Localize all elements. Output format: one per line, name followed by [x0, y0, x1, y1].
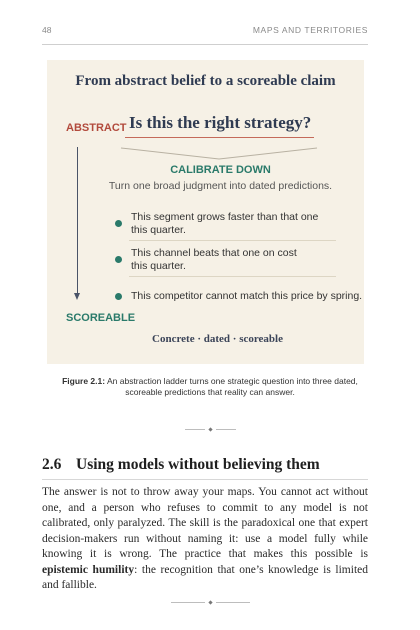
caption-text: An abstraction ladder turns one strategic question into three dated, scoreable predictions that reality can answer. — [106, 376, 358, 397]
diamond-icon — [208, 600, 212, 604]
running-head: MAPS AND TERRITORIES — [252, 25, 368, 35]
prediction-text: This segment grows faster than that one this quarter. — [131, 211, 319, 236]
section-ornament — [0, 420, 420, 438]
diamond-icon — [208, 427, 212, 431]
figure-title: From abstract belief to a scoreable claim — [75, 73, 336, 89]
bullet-dot-icon — [115, 220, 122, 227]
abstraction-ladder-figure — [47, 60, 364, 364]
bullet-dot-icon — [115, 256, 122, 263]
section-title: Using models without believing them — [76, 456, 320, 473]
qualities-line: Concrete · dated · scoreable — [152, 333, 283, 345]
question-underline — [125, 137, 314, 138]
prediction-divider — [129, 240, 336, 241]
page-end-ornament — [0, 593, 420, 611]
prediction-text: This channel beats that one on cost this quarter. — [131, 247, 297, 272]
page-header — [42, 22, 368, 45]
strategy-question: Is this the right strategy? — [129, 113, 312, 132]
key-term: epistemic humility — [42, 563, 135, 576]
figure-caption — [52, 376, 368, 398]
funnel-icon — [119, 146, 319, 162]
caption-label: Figure 2.1: — [62, 376, 106, 386]
prediction-text: This competitor cannot match this price by spring. — [131, 290, 363, 302]
ladder-arrow-line — [77, 147, 78, 295]
prediction-divider — [129, 276, 336, 277]
bullet-dot-icon — [115, 293, 122, 300]
calibrate-down-label: CALIBRATE DOWN — [170, 164, 271, 176]
section-heading — [42, 456, 368, 480]
page-number: 48 — [42, 25, 52, 35]
abstract-label: ABSTRACT — [66, 122, 127, 134]
scoreable-label: SCOREABLE — [66, 312, 136, 324]
body-paragraph: The answer is not to throw away your maps. You cannot act without one, and a person who refuses to commit to any model is not calibrated, only paralyzed. The skill is the paradoxical one that expert decision-makers run without naming it: use a model fully while knowing it is wrong. The practice that makes this possible is epistemic humility: the recognition that one’s knowledge is limited and fallible. — [42, 486, 368, 591]
calibrate-description: Turn one broad judgment into dated predictions. — [108, 180, 333, 192]
arrow-down-icon — [74, 293, 80, 300]
section-number: 2.6 — [42, 456, 62, 473]
